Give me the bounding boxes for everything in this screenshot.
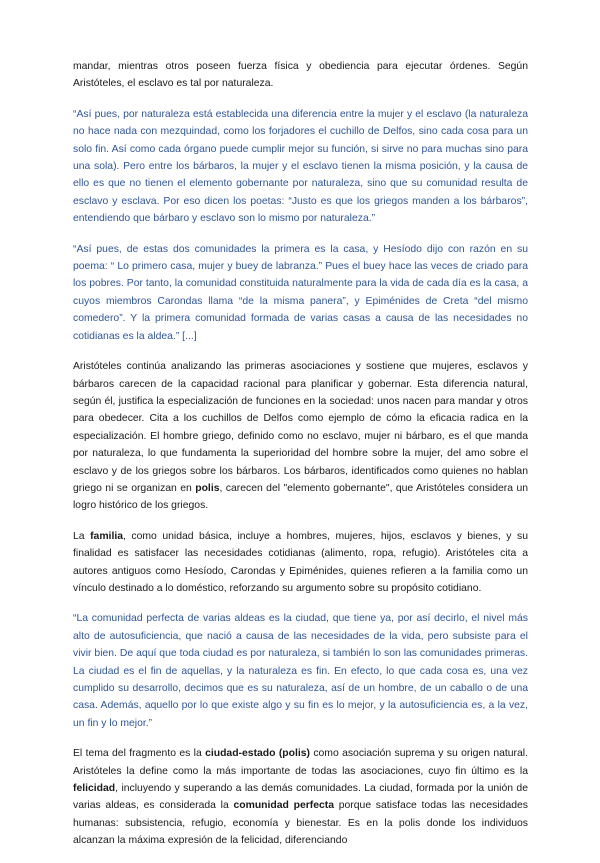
text-run: porque satisface todas las necesidades humanas: subsistencia, refugio, economía y bienestar. Es en la polis donde los individuos alcanzan la máxima expresión de la felicidad, diferenciando xyxy=(73,800,528,847)
quote-paragraph-1 xyxy=(73,106,528,228)
bold-term: polis xyxy=(195,482,220,494)
paragraph-4 xyxy=(73,745,528,849)
text-run: “La comunidad perfecta de varias aldeas es la ciudad, que tiene ya, por así decirlo, el nivel más alto de autosuficiencia, que nació a causa de las necesidades de la vida, pero subsiste para el vivir bien. De aquí que toda ciudad es por naturaleza, si también lo son las comunidades primeras. La ciudad es el fin de aquellas, y la naturaleza es fin. En efecto, lo que cada cosa es, una vez cumplido su desarrollo, decimos que es su naturaleza, así de un hombre, de un caballo o de una casa. Además, aquello por lo que existe algo y su fin es lo mejor, y la autosuficiencia es, a la vez, un fin y lo mejor.” xyxy=(73,613,528,729)
bold-term: comunidad perfecta xyxy=(233,800,335,812)
text-run: como asociación suprema y su origen natural. Aristóteles la define como la más importante de todas las asociaciones, cuyo fin último es la xyxy=(73,748,528,777)
document-page xyxy=(73,58,528,863)
bold-term: ciudad-estado (polis) xyxy=(205,748,310,760)
paragraph-2 xyxy=(73,358,528,515)
quote-paragraph-3 xyxy=(73,610,528,732)
quote-paragraph-2 xyxy=(73,241,528,345)
text-run: “Así pues, de estas dos comunidades la primera es la casa, y Hesíodo dijo con razón en su poema: “ Lo primero casa, mujer y buey de labranza.” Pues el buey hace las veces de criado para los pobres. Por tanto, la comunidad constituida naturalmente para la vida de cada día es la casa, a cuyos miembros Carondas llama “de la misma panera”, y Epiménides de Creta “del mismo comedero”. Y la primera comunidad formada de varias casas a causa de las necesidades no cotidianas es la aldea.” [...] xyxy=(73,243,528,342)
text-run: , como unidad básica, incluye a hombres, mujeres, hijos, esclavos y bienes, y su finalidad es satisfacer las necesidades cotidianas (alimento, ropa, refugio). Aristóteles cita a autores antiguos como Hesíodo, Carondas y Epiménides, quienes refieren a la familia como un vínculo destinado a lo doméstico, reforzando su argumento sobre su propósito cotidiano. xyxy=(73,530,528,594)
text-run: mandar, mientras otros poseen fuerza física y obediencia para ejecutar órdenes. Según Aristóteles, el esclavo es tal por naturaleza. xyxy=(73,61,528,90)
bold-term: familia xyxy=(90,530,123,542)
bold-term: felicidad xyxy=(73,783,116,795)
text-run: El tema del fragmento es la xyxy=(73,748,206,760)
paragraph-3 xyxy=(73,528,528,598)
paragraph-1 xyxy=(73,58,528,93)
text-run: , carecen del "elemento gobernante", que Aristóteles considera un logro histórico de los griegos. xyxy=(73,482,529,512)
text-run: , incluyendo y superando a las demás comunidades. La ciudad, formada por la unión de varias aldeas, es considerada la xyxy=(73,783,528,812)
text-run: Aristóteles continúa analizando las primeras asociaciones y sostiene que mujeres, esclavos y bárbaros carecen de la capacidad racional para planificar y gobernar. Esta diferencia natural, según él, justifica la especialización de funciones en la sociedad: unos nacen para mandar y otros para obedecer. Cita a los cuchillos de Delfos como ejemplo de cómo la eficacia radica en la especialización. El hombre griego, definido como no esclavo, mujer ni bárbaro, es el que manda por naturaleza, lo que fundamenta la superioridad del hombre sobre la mujer, del amo sobre el esclavo y de los griegos sobre los bárbaros. Los bárbaros, identificados como quienes no hablan griego ni se organizan en xyxy=(73,361,528,494)
text-run: La xyxy=(73,530,91,542)
text-run: “Así pues, por naturaleza está establecida una diferencia entre la mujer y el esclavo (la naturaleza no hace nada con mezquindad, como los forjadores el cuchillo de Delfos, sino cada cosa para un solo fin. Así como cada órgano puede cumplir mejor su función, si sirve no para muchas sino para una sola). Pero entre los bárbaros, la mujer y el esclavo tienen la misma posición, y la causa de ello es que no tienen el elemento gobernante por naturaleza, sino que su comunidad resulta de esclavo y esclava. Por eso dicen los poetas: “Justo es que los griegos manden a los bárbaros”, entendiendo que bárbaro y esclavo son lo mismo por naturaleza.” xyxy=(73,108,528,225)
